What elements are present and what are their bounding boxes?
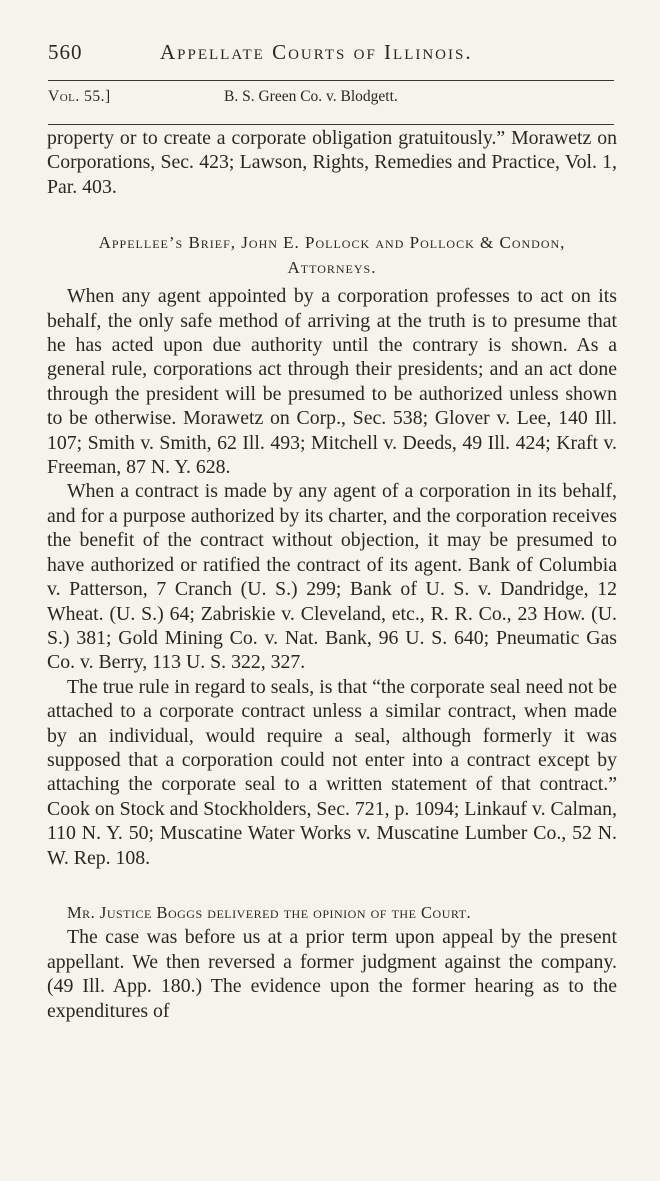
page-body bbox=[47, 126, 617, 1023]
paragraph-continuation: property or to create a corporate obligation gratuitously.” Morawetz on Corporations, Sec. 423; Lawson, Rights, Remedies and Practice, Vol. 1, Par. 403. bbox=[47, 127, 617, 198]
subheader-rule bbox=[48, 124, 614, 125]
brief-heading: Appellee’s Brief, John E. Pollock and Pollock & Condon, Attorneys. bbox=[98, 233, 566, 278]
paragraph-seals: The true rule in regard to seals, is that “the corporate seal need not be attached to a corporate contract unless a similar contract, when made by an individual, would require a seal, although formerly it was supposed that a corporation could not enter into a contract except by attaching the corporate seal to a written statement of that contract.” Cook on Stock and Stockholders, Sec. 721, p. 1094; Linkauf v. Calman, 110 N. Y. 50; Muscatine Water Works v. Muscatine Lumber Co., 52 N. W. Rep. 108. bbox=[47, 675, 617, 869]
header-rule bbox=[48, 80, 614, 81]
opinion-lead: Mr. Justice Boggs delivered the opinion of the Court. bbox=[67, 902, 472, 922]
opinion-paragraph bbox=[47, 900, 617, 925]
volume-label: Vol. 55.] bbox=[48, 88, 111, 105]
paragraph-prior-term: The case was before us at a prior term upon appeal by the present appellant. We then reversed a former judgment against the company. (49 Ill. App. 180.) The evidence upon the former hearing as to the expenditures of bbox=[47, 926, 617, 1022]
paragraph-agent-authority: When any agent appointed by a corporation professes to act on its behalf, the only safe method of arriving at the truth is to presume that he has acted upon due authority until the contrary is shown. As a general rule, corporations act through their presidents; and an act done through the president will be presumed to be authorized unless shown to be otherwise. Morawetz on Corp., Sec. 538; Glover v. Lee, 140 Ill. 107; Smith v. Smith, 62 Ill. 493; Mitchell v. Deeds, 49 Ill. 424; Kraft v. Freeman, 87 N. Y. 628. bbox=[47, 285, 617, 479]
running-title: Appellate Courts of Illinois. bbox=[160, 40, 473, 64]
paragraph-contract-ratification: When a contract is made by any agent of a corporation in its behalf, and for a purpose authorized by its charter, and the corporation receives the benefit of the contract without objection, it may be presumed to have authorized or ratified the contract of its agent. Bank of Columbia v. Patterson, 7 Cranch (U. S.) 299; Bank of U. S. v. Dandridge, 12 Wheat. (U. S.) 64; Zabriskie v. Cleveland, etc., R. R. Co., 23 How. (U. S.) 381; Gold Mining Co. v. Nat. Bank, 96 U. S. 640; Pneumatic Gas Co. v. Berry, 113 U. S. 322, 327. bbox=[47, 480, 617, 674]
page-number: 560 bbox=[48, 40, 83, 64]
case-name: B. S. Green Co. v. Blodgett. bbox=[224, 88, 398, 105]
